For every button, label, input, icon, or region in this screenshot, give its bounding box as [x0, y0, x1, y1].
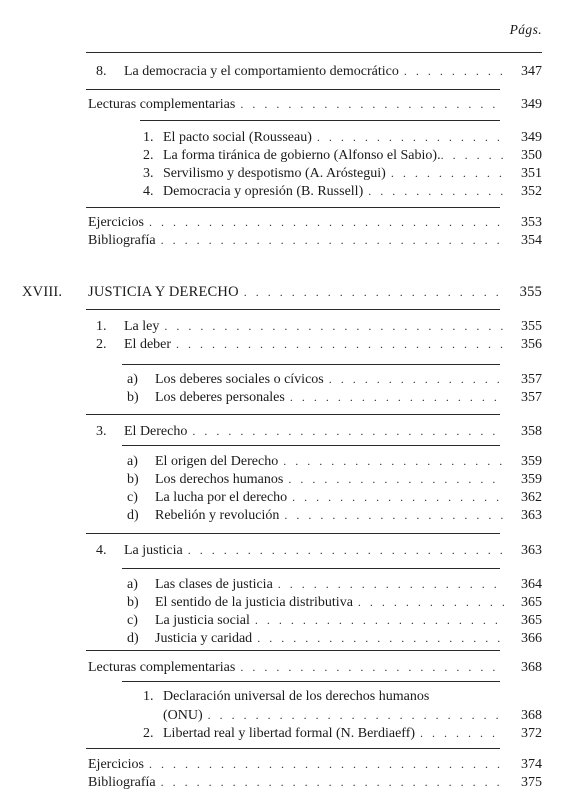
entry-number: 2.: [143, 148, 154, 163]
toc-entry: [88, 755, 542, 773]
leader-dots: [161, 773, 504, 791]
entry-title: Ejercicios: [88, 215, 144, 230]
toc-entry: [127, 593, 542, 611]
entry-title: Lecturas complementarias: [88, 660, 236, 675]
entry-page: 359: [521, 472, 542, 487]
entry-title: El deber: [124, 337, 172, 352]
toc-entry: [127, 470, 542, 488]
entry-title: Bibliografía: [88, 233, 156, 248]
entry-letter: a): [127, 372, 138, 387]
entry-page: 366: [521, 631, 542, 646]
entry-letter: b): [127, 595, 139, 610]
entry-page: 349: [521, 130, 542, 145]
toc-entry: [127, 452, 542, 470]
entry-title: Servilismo y despotismo (A. Aróstegui): [163, 166, 386, 181]
toc-entry: [88, 95, 542, 113]
entry-page: 355: [519, 284, 542, 300]
entry-title: (ONU): [163, 708, 203, 723]
entry-page: 355: [521, 319, 542, 334]
rule-line: [86, 309, 500, 310]
toc-entry: [127, 388, 542, 406]
leader-dots: [176, 335, 504, 353]
leader-dots: [441, 146, 508, 164]
entry-page: 368: [521, 708, 542, 723]
entry-page: 350: [521, 148, 542, 163]
entry-page: 358: [521, 424, 542, 439]
entry-page: 353: [521, 215, 542, 230]
entry-number: 1.: [143, 689, 154, 704]
toc-entry: [127, 506, 542, 524]
entry-title: Democracia y opresión (B. Russell): [163, 184, 364, 199]
entry-title: Justicia y caridad: [155, 631, 253, 646]
entry-page: 356: [521, 337, 542, 352]
entry-page: 362: [521, 490, 542, 505]
entry-number: 1.: [96, 319, 107, 334]
entry-number: 2.: [96, 337, 107, 352]
entry-letter: b): [127, 472, 139, 487]
entry-number: 3.: [143, 166, 154, 181]
entry-page: 363: [521, 508, 542, 523]
toc-entry: [127, 629, 542, 647]
entry-title: La democracia y el comportamiento democrático: [124, 64, 399, 79]
entry-letter: b): [127, 390, 139, 405]
toc-entry: [163, 706, 542, 724]
chapter-title: JUSTICIA Y DERECHO: [88, 284, 239, 300]
toc-chapter: [22, 283, 542, 301]
entry-number: 1.: [143, 130, 154, 145]
entry-number: 2.: [143, 726, 154, 741]
toc-entry: [143, 688, 542, 706]
entry-title: La forma tiránica de gobierno (Alfonso el Sabio).: [163, 148, 441, 163]
entry-title: La justicia social: [155, 613, 250, 628]
entry-page: 374: [521, 757, 542, 772]
entry-title: Libertad real y libertad formal (N. Berdiaeff): [163, 726, 416, 741]
leader-dots: [420, 724, 504, 742]
entry-number: 8.: [96, 64, 107, 79]
entry-title: El pacto social (Rousseau): [163, 130, 312, 145]
entry-title: La ley: [124, 319, 160, 334]
leader-dots: [149, 755, 504, 773]
leader-dots: [257, 629, 504, 647]
leader-dots: [161, 231, 504, 249]
leader-dots: [329, 370, 504, 388]
leader-dots: [368, 182, 504, 200]
entry-page: 349: [521, 97, 542, 112]
entry-number: 4.: [143, 184, 154, 199]
leader-dots: [240, 658, 504, 676]
rule-line: [86, 748, 500, 749]
entry-title: Declaración universal de los derechos humanos: [163, 689, 430, 704]
entry-title: El Derecho: [124, 424, 188, 439]
entry-title: Lecturas complementarias: [88, 97, 236, 112]
toc-entry: [88, 231, 542, 249]
entry-title: El origen del Derecho: [155, 454, 279, 469]
leader-dots: [192, 422, 504, 440]
leader-dots: [290, 388, 504, 406]
entry-page: 354: [521, 233, 542, 248]
entry-page: 363: [521, 543, 542, 558]
leader-dots: [164, 317, 504, 335]
entry-page: 357: [521, 390, 542, 405]
leader-dots: [255, 611, 504, 629]
entry-page: 368: [521, 660, 542, 675]
entry-title: La justicia: [124, 543, 183, 558]
entry-page: 372: [521, 726, 542, 741]
toc-entry: [143, 182, 542, 200]
leader-dots: [208, 706, 504, 724]
entry-title: Los deberes personales: [155, 390, 285, 405]
entry-number: 3.: [96, 424, 107, 439]
toc-entry: [96, 62, 542, 80]
entry-title: El sentido de la justicia distributiva: [155, 595, 353, 610]
rule-line: [86, 207, 500, 208]
entry-letter: a): [127, 577, 138, 592]
entry-title: Rebelión y revolución: [155, 508, 280, 523]
entry-page: 364: [521, 577, 542, 592]
rule-line: [140, 120, 500, 121]
entry-page: 365: [521, 613, 542, 628]
toc-entry: [143, 164, 542, 182]
toc-entry: [127, 370, 542, 388]
rule-line: [86, 414, 500, 415]
toc-entry: [143, 146, 542, 164]
entry-title: Las clases de justicia: [155, 577, 273, 592]
entry-number: 4.: [96, 543, 107, 558]
rule-line: [122, 568, 500, 569]
rule-line: [122, 681, 500, 682]
leader-dots: [244, 283, 504, 301]
toc-entry: [127, 575, 542, 593]
leader-dots: [240, 95, 504, 113]
toc-entry: [96, 422, 542, 440]
leader-dots: [283, 452, 504, 470]
entry-letter: d): [127, 631, 139, 646]
toc-entry: [96, 317, 542, 335]
toc-entry: [127, 488, 542, 506]
entry-page: 359: [521, 454, 542, 469]
rule-line: [122, 445, 500, 446]
rule-line: [86, 533, 500, 534]
entry-page: 365: [521, 595, 542, 610]
entry-letter: c): [127, 490, 138, 505]
toc-entry: [88, 213, 542, 231]
entry-title: La lucha por el derecho: [155, 490, 288, 505]
entry-title: Los derechos humanos: [155, 472, 284, 487]
entry-page: 352: [521, 184, 542, 199]
entry-page: 351: [521, 166, 542, 181]
chapter-number: XVIII.: [22, 284, 63, 300]
pags-column-header: Págs.: [509, 22, 542, 37]
toc-entry: [88, 773, 542, 791]
entry-title: Los deberes sociales o cívicos: [155, 372, 324, 387]
leader-dots: [284, 506, 504, 524]
entry-title: Ejercicios: [88, 757, 144, 772]
leader-dots: [292, 488, 504, 506]
rule-line: [122, 364, 500, 365]
leader-dots: [358, 593, 504, 611]
toc-entry: [96, 541, 542, 559]
leader-dots: [404, 62, 504, 80]
leader-dots: [288, 470, 504, 488]
leader-dots: [317, 128, 504, 146]
entry-letter: a): [127, 454, 138, 469]
rule-line: [86, 650, 500, 651]
entry-page: 375: [521, 775, 542, 790]
toc-entry: [88, 658, 542, 676]
toc-entry: [127, 611, 542, 629]
leader-dots: [391, 164, 504, 182]
leader-dots: [188, 541, 504, 559]
entry-page: 357: [521, 372, 542, 387]
leader-dots: [278, 575, 504, 593]
leader-dots: [149, 213, 504, 231]
toc-entry: [143, 724, 542, 742]
entry-letter: c): [127, 613, 138, 628]
rule-line: [86, 89, 500, 90]
toc-entry: [96, 335, 542, 353]
entry-letter: d): [127, 508, 139, 523]
entry-title: Bibliografía: [88, 775, 156, 790]
toc-entry: [143, 128, 542, 146]
rule-line: [86, 52, 542, 53]
entry-page: 347: [521, 64, 542, 79]
